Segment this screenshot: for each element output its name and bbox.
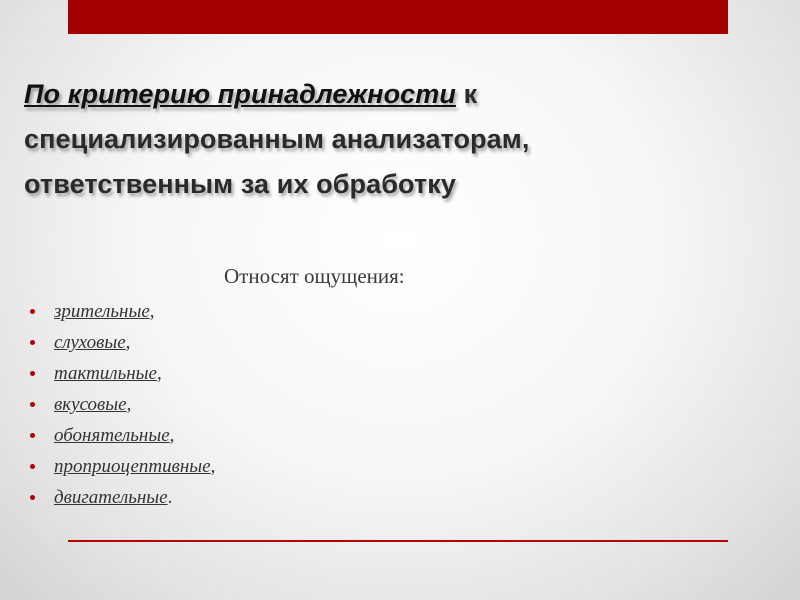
item-punct: , (156, 363, 162, 384)
bullet-icon (30, 309, 35, 314)
item-punct: , (126, 394, 132, 415)
bullet-icon (30, 495, 35, 500)
list-item (28, 358, 215, 389)
item-punct: . (167, 487, 173, 508)
bullet-icon (30, 464, 35, 469)
item-word: обонятельные (54, 425, 170, 446)
list-item (28, 420, 215, 451)
item-word: зрительные (54, 301, 150, 322)
bullet-icon (30, 340, 35, 345)
item-punct: , (210, 456, 216, 477)
intro-text: Относят ощущения: (224, 264, 405, 288)
bullet-icon (30, 402, 35, 407)
list-item (28, 482, 215, 513)
list-item (28, 389, 215, 420)
item-punct: , (149, 301, 155, 322)
item-word: тактильные (54, 363, 157, 384)
title-rest: к специализированным анализаторам, ответственным за их обработку (24, 79, 530, 199)
item-word: двигательные (54, 487, 168, 508)
list-item (28, 451, 215, 482)
sensation-list (28, 296, 215, 513)
item-punct: , (125, 332, 131, 353)
bullet-icon (30, 433, 35, 438)
bullet-icon (30, 371, 35, 376)
item-punct: , (169, 425, 175, 446)
bottom-divider (68, 540, 728, 542)
title-emphasis: По критерию принадлежности (24, 79, 456, 109)
list-item (28, 327, 215, 358)
item-word: слуховые (54, 332, 126, 353)
item-word: вкусовые (54, 394, 127, 415)
list-item (28, 296, 215, 327)
slide-title (24, 72, 744, 207)
top-accent-bar (68, 0, 728, 34)
item-word: проприоцептивные (54, 456, 211, 477)
